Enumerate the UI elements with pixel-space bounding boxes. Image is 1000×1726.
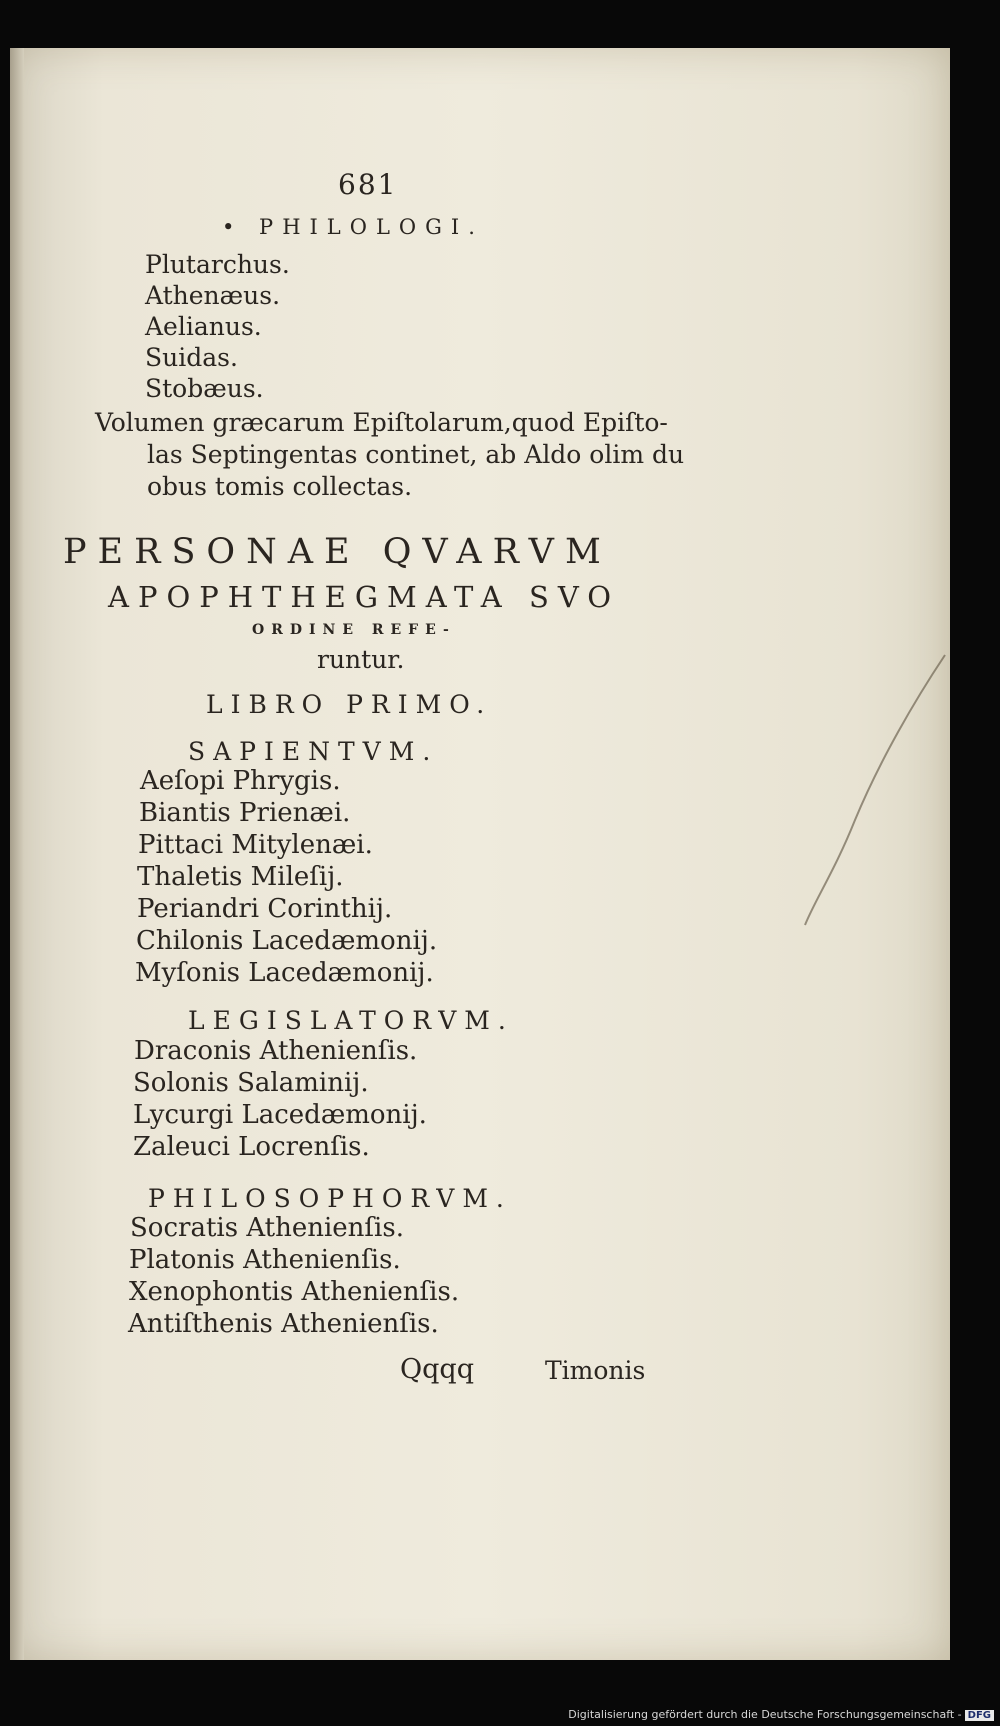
list-item: Xenophontis Athenienſis. (129, 1277, 460, 1307)
list-item: Lycurgi Lacedæmonij. (133, 1100, 427, 1130)
dfg-logo: DFG (965, 1710, 994, 1721)
list-item: Socratis Athenienſis. (130, 1213, 404, 1243)
list-item: Aeſopi Phrygis. (140, 766, 341, 796)
main-title-line-2: APOPHTHEGMATA SVO (108, 580, 621, 614)
heading-libro-primo: LIBRO PRIMO. (206, 690, 493, 719)
page-gutter-shadow (10, 48, 24, 1660)
paragraph-line: las Septingentas continet, ab Aldo olim du (147, 440, 685, 469)
list-item: Platonis Athenienſis. (129, 1245, 401, 1275)
heading-philosophorum: PHILOSOPHORVM. (148, 1184, 512, 1213)
digitization-credit-text: Digitalisierung gefördert durch die Deutsche Forschungsgemeinschaft - (568, 1708, 962, 1721)
list-item: Stobæus. (145, 374, 264, 403)
list-item: Athenæus. (145, 281, 281, 310)
list-item: Draconis Athenienſis. (134, 1036, 418, 1066)
main-title-line-1: PERSONAE QVARVM (63, 532, 612, 572)
catchword: Timonis (545, 1356, 646, 1385)
page-number: 681 (338, 168, 398, 201)
list-item: Biantis Prienæi. (139, 798, 351, 828)
main-title-line-4: runtur. (317, 645, 405, 674)
list-item: Aelianus. (145, 312, 262, 341)
heading-philologi: • PHILOLOGI. (222, 215, 484, 239)
paragraph-line: Volumen græcarum Epiſtolarum,quod Epiſto- (95, 408, 668, 437)
main-title-line-3: ORDINE REFE- (252, 622, 456, 638)
list-item: Pittaci Mitylenæi. (138, 830, 373, 860)
signature-mark: Qqqq (400, 1354, 474, 1385)
list-item: Myſonis Lacedæmonij. (135, 958, 434, 988)
list-item: Plutarchus. (145, 250, 290, 279)
list-item: Chilonis Lacedæmonij. (136, 926, 438, 956)
list-item: Zaleuci Locrenſis. (133, 1132, 370, 1162)
list-item: Antiſthenis Athenienſis. (128, 1309, 439, 1339)
list-item: Thaletis Mileſij. (137, 862, 344, 892)
paragraph-line: obus tomis collectas. (147, 472, 413, 501)
list-item: Suidas. (145, 343, 238, 372)
heading-legislatorum: LEGISLATORVM. (188, 1006, 514, 1035)
list-item: Periandri Corinthij. (137, 894, 393, 924)
digitization-credit (568, 1708, 994, 1721)
heading-sapientum: SAPIENTVM. (188, 737, 439, 766)
list-item: Solonis Salaminij. (133, 1068, 369, 1098)
